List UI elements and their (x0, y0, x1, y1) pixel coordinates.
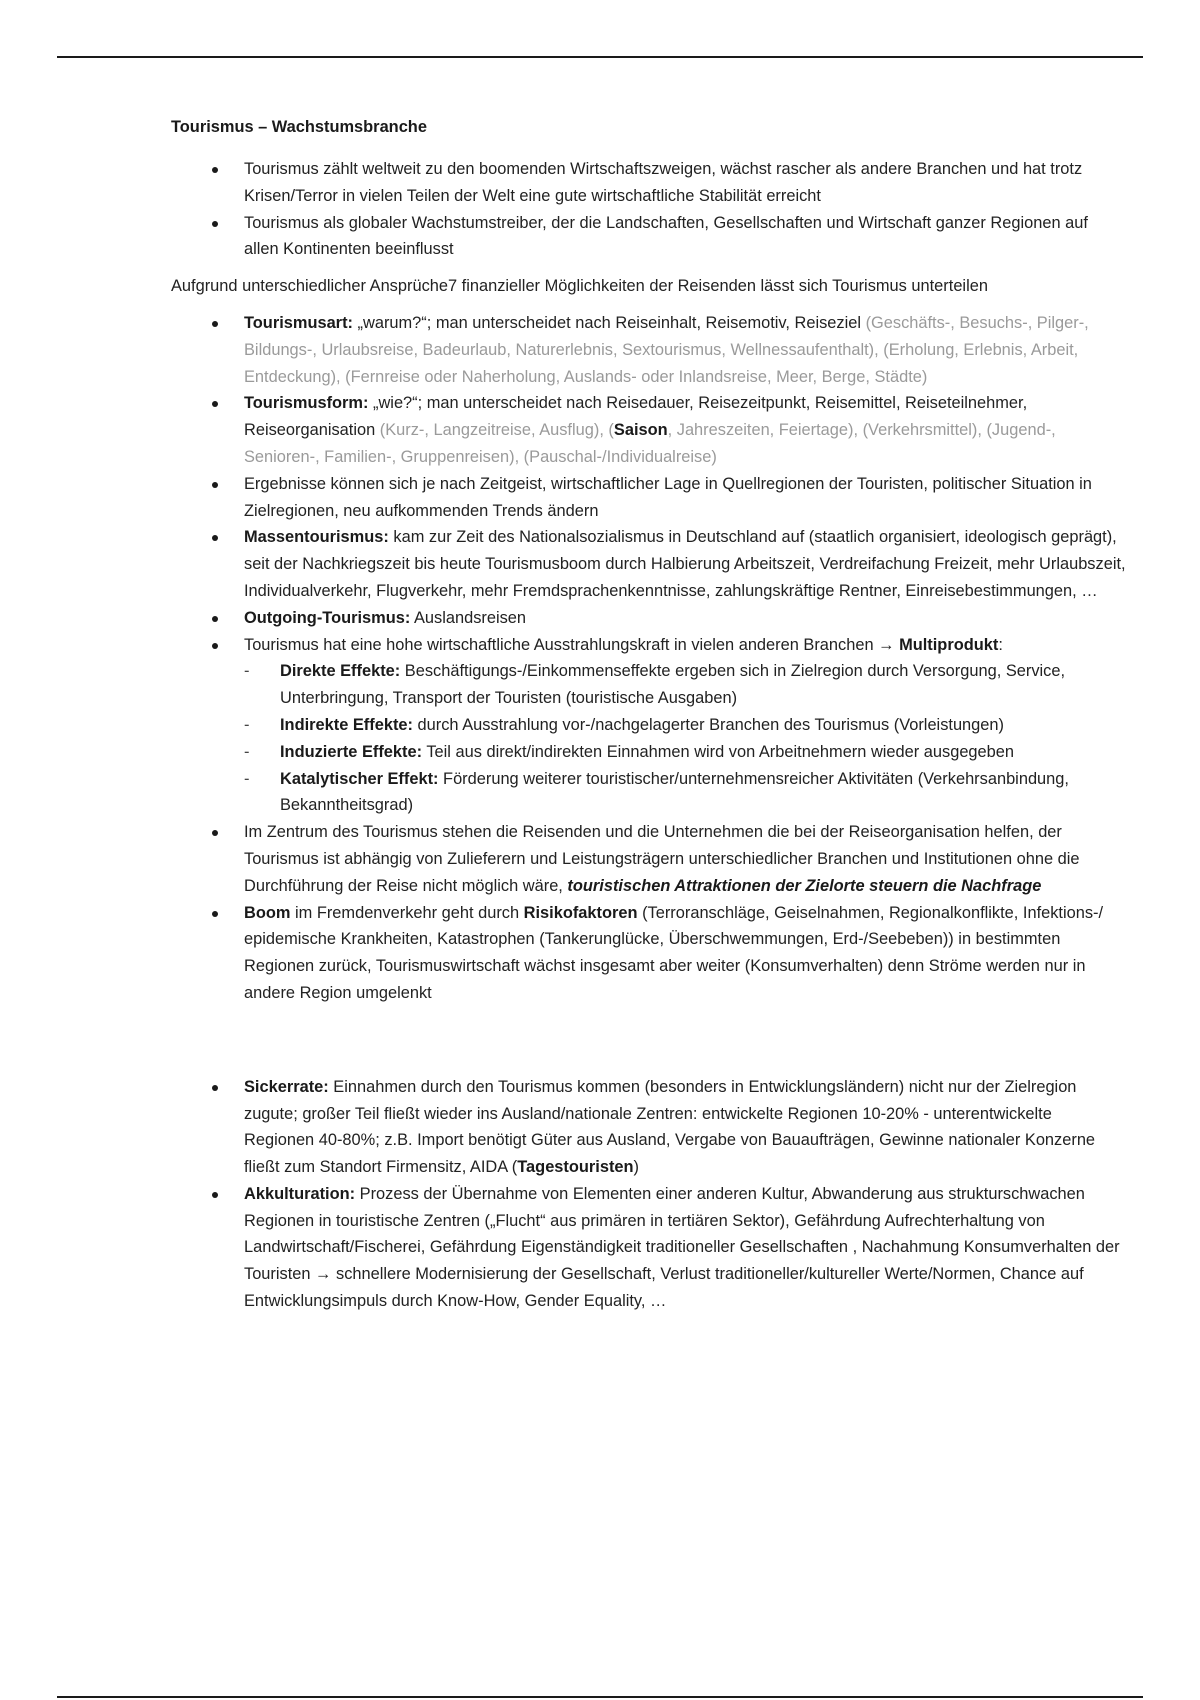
list-item-tourismusart: Tourismusart: „warum?“; man unterscheidet nach Reiseinhalt, Reisemotiv, Reiseziel (Geschäfts-, Besuchs-, Pilger-, Bildungs-, Urlaubsreise, Badeurlaub, Naturerlebnis, Sextourismus, Wellnessaufenthalt), (Erholung, Erlebnis, Arbeit, Entdeckung), (Fernreise oder Naherholung, Auslands- oder Inlandsreise, Meer, Berge, Städte) (171, 310, 1126, 390)
effect-item: - Katalytischer Effekt: Förderung weiterer touristischer/unternehmensreicher Aktivitäten (Verkehrsanbindung, Bekanntheitsgrad) (244, 766, 1126, 820)
effect-item: - Induzierte Effekte: Teil aus direkt/indirekten Einnahmen wird von Arbeitnehmern wieder ausgegeben (244, 739, 1126, 766)
effect-item: - Indirekte Effekte: durch Ausstrahlung vor-/nachgelagerter Branchen des Tourismus (Vorleistungen) (244, 712, 1126, 739)
dash-icon: - (244, 742, 250, 761)
bullet-icon (212, 167, 218, 173)
list-item-ergebnisse: Ergebnisse können sich je nach Zeitgeist, wirtschaftlicher Lage in Quellregionen der Touristen, politischer Situation in Zielregionen, neu aufkommenden Trends ändern (171, 471, 1126, 525)
list-item-tourismusform: Tourismusform: „wie?“; man unterscheidet nach Reisedauer, Reisezeitpunkt, Reisemittel, Reiseteilnehmer, Reiseorganisation (Kurz-, Langzeitreise, Ausflug), (Saison, Jahreszeiten, Feiertage), (Verkehrsmittel), (Jugend-, Senioren-, Familien-, Gruppenreisen), (Pauschal-/Individualreise) (171, 390, 1126, 470)
top-rule (57, 56, 1143, 58)
effects-list (244, 658, 1126, 819)
list-item-zentrum: Im Zentrum des Tourismus stehen die Reisenden und die Unternehmen die bei der Reiseorganisation helfen, der Tourismus ist abhängig von Zulieferern und Leistungsträgern unterschiedlicher Branchen und Institutionen ohne die Durchführung der Reise nicht möglich wäre, touristischen Attraktionen der Zielorte steuern die Nachfrage (171, 819, 1126, 899)
bullet-icon (212, 221, 218, 227)
effect-item: - Direkte Effekte: Beschäftigungs-/Einkommenseffekte ergeben sich in Zielregion durch Versorgung, Service, Unterbringung, Transport der Touristen (touristische Ausgaben) (244, 658, 1126, 712)
document-body (171, 114, 1126, 1315)
dash-icon: - (244, 662, 250, 681)
dash-icon: - (244, 715, 250, 734)
bullet-icon (212, 643, 218, 649)
dash-icon: - (244, 769, 250, 788)
bullet-icon (212, 830, 218, 836)
spacer (171, 1007, 1126, 1074)
intro-list (171, 156, 1126, 263)
bullet-icon (212, 616, 218, 622)
list-item-ausstrahlung: Tourismus hat eine hohe wirtschaftliche Ausstrahlungskraft in vielen anderen Branchen → Multiprodukt: - Direkte Effekte: Beschäftigungs-/Einkommenseffekte ergeben sich in Zielregion durch Versorgung, Service, Unterbringung, Transport der Touristen (touristische Ausgaben) - Indirekte Effekte: durch Ausstrahlung vor-/nachgelagerter Branchen des Tourismus (Vorleistungen) - Induzierte Effekte: Teil aus direkt/indirekten Einnahmen wird von Arbeitnehmern wieder ausgegeben - Katalytischer Effekt: Förderung weiterer touristischer/unternehmensreicher Aktivitäten (Verkehrsanbindung, Bekanntheitsgrad) (171, 632, 1126, 820)
list-item-massentourismus: Massentourismus: kam zur Zeit des Nationalsozialismus in Deutschland auf (staatlich organisiert, ideologisch geprägt), seit der Nachkriegszeit bis heute Tourismusboom durch Halbierung Arbeitszeit, Verdreifachung Freizeit, mehr Urlaubszeit, Individualverkehr, Flugverkehr, mehr Fremdsprachenkenntnisse, zahlungskräftige Rentner, Einreisebestimmungen, … (171, 524, 1126, 604)
main-list (171, 310, 1126, 1007)
list-item-sickerrate: Sickerrate: Einnahmen durch den Tourismus kommen (besonders in Entwicklungsländern) nicht nur der Zielregion zugute; großer Teil fließt wieder ins Ausland/nationale Zentren: entwickelte Regionen 10-20% - unterentwickelte Regionen 40-80%; z.B. Import benötigt Güter aus Ausland, Vergabe von Bauaufträgen, Gewinne nationaler Konzerne fließt zum Standort Firmensitz, AIDA (Tagestouristen) (171, 1074, 1126, 1181)
list-item-boom: Boom im Fremdenverkehr geht durch Risikofaktoren (Terroranschläge, Geiselnahmen, Regionalkonflikte, Infektions-/ epidemische Krankheiten, Katastrophen (Tankerunglücke, Überschwemmungen, Erd-/Seebeben)) in bestimmten Regionen zurück, Tourismuswirtschaft wächst insgesamt aber weiter (Konsumverhalten) denn Ströme werden nur in andere Region umgelenkt (171, 900, 1126, 1007)
bullet-icon (212, 1192, 218, 1198)
page-title: Tourismus – Wachstumsbranche (171, 118, 427, 136)
intro-paragraph: Aufgrund unterschiedlicher Ansprüche7 finanzieller Möglichkeiten der Reisenden lässt sich Tourismus unterteilen (171, 277, 988, 296)
list-item: Tourismus zählt weltweit zu den boomenden Wirtschaftszweigen, wächst rascher als andere Branchen und hat trotz Krisen/Terror in vielen Teilen der Welt eine gute wirtschaftliche Stabilität erreicht (171, 156, 1126, 210)
list-item-outgoing: Outgoing-Tourismus: Auslandsreisen (171, 605, 1126, 632)
bullet-icon (212, 1085, 218, 1091)
list-item-akkulturation: Akkulturation: Prozess der Übernahme von Elementen einer anderen Kultur, Abwanderung aus strukturschwachen Regionen in touristische Zentren („Flucht“ aus primären in tertiären Sektor), Gefährdung Aufrechterhaltung von Landwirtschaft/Fischerei, Gefährdung Eigenständigkeit traditioneller Gesellschaften , Nachahmung Konsumverhalten der Touristen → schnellere Modernisierung der Gesellschaft, Verlust traditioneller/kultureller Werte/Normen, Chance auf Entwicklungsimpuls durch Know-How, Gender Equality, … (171, 1181, 1126, 1315)
bottom-rule (57, 1696, 1143, 1698)
bullet-icon (212, 321, 218, 327)
bullet-icon (212, 535, 218, 541)
list-item: Tourismus als globaler Wachstumstreiber, der die Landschaften, Gesellschaften und Wirtschaft ganzer Regionen auf allen Kontinenten beeinflusst (171, 210, 1126, 264)
bullet-icon (212, 401, 218, 407)
bullet-icon (212, 482, 218, 488)
second-list (171, 1074, 1126, 1315)
bullet-icon (212, 911, 218, 917)
